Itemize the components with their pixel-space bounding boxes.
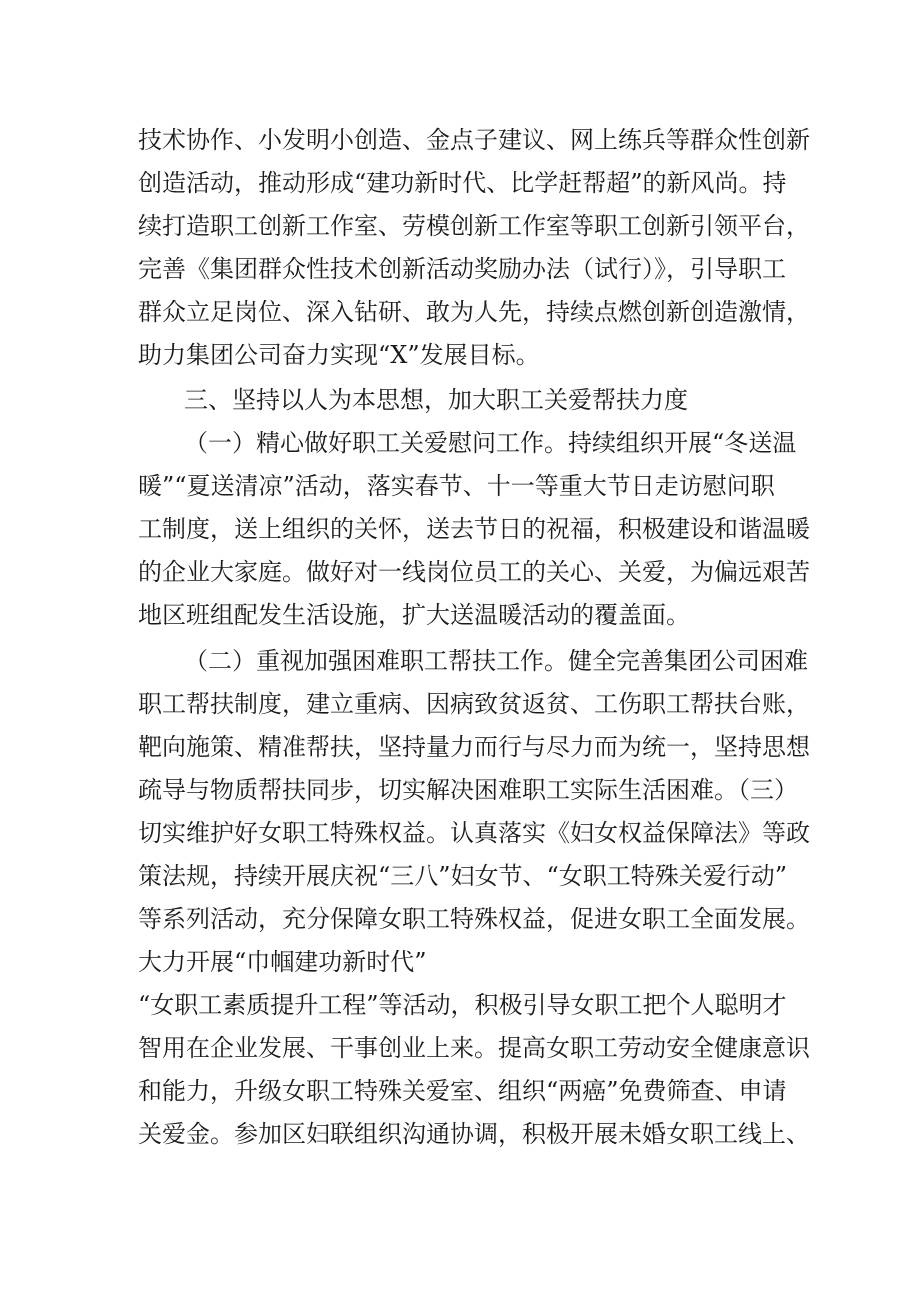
text-line: 暖”“夏送清凉”活动，落实春节、十一等重大节日走访慰问职 [138, 472, 775, 500]
text-line: 群众立足岗位、深入钻研、敢为人先，持续点燃创新创造激情， [138, 298, 810, 326]
text-line: 续打造职工创新工作室、劳模创新工作室等职工创新引领平台， [138, 212, 810, 240]
text-line: 工制度，送上组织的关怀，送去节日的祝福，积极建设和谐温暖 [138, 515, 810, 543]
text-line: （一）精心做好职工关爱慰问工作。持续组织开展“冬送温 [184, 429, 797, 457]
text-line: 职工帮扶制度，建立重病、因病致贫返贫、工伤职工帮扶台账， [138, 690, 810, 718]
text-line: 创造活动，推动形成“建功新时代、比学赶帮超”的新风尚。持 [138, 169, 787, 197]
text-line: 和能力，升级女职工特殊关爱室、组织“两癌”免费筛查、申请 [138, 1077, 787, 1105]
text-line: 智用在企业发展、干事创业上来。提高女职工劳动安全健康意识 [138, 1034, 810, 1062]
text-line: 切实维护好女职工特殊权益。认真落实《妇女权益保障法》等政 [138, 819, 810, 847]
text-line: 地区班组配发生活设施，扩大送温暖活动的覆盖面。 [138, 601, 690, 629]
section-heading: 三、坚持以人为本思想，加大职工关爱帮扶力度 [184, 386, 688, 414]
text-line: 疏导与物质帮扶同步，切实解决困难职工实际生活困难。（三） [138, 776, 798, 804]
text-line: 助力集团公司奋力实现“X”发展目标。 [138, 341, 540, 369]
text-line: （二）重视加强困难职工帮扶工作。健全完善集团公司困难 [184, 647, 808, 675]
text-line: 策法规，持续开展庆祝“三八”妇女节、“女职工特殊关爱行动” [138, 862, 788, 890]
text-line: 等系列活动，充分保障女职工特殊权益，促进女职工全面发展。 [138, 905, 810, 933]
text-line: 大力开展“巾帼建功新时代” [138, 948, 427, 976]
text-line: 完善《集团群众性技术创新活动奖励办法（试行）》，引导职工 [138, 255, 786, 283]
text-line: “女职工素质提升工程”等活动，积极引导女职工把个人聪明才 [138, 991, 787, 1019]
text-line: 靶向施策、精准帮扶，坚持量力而行与尽力而为统一，坚持思想 [138, 733, 810, 761]
text-line: 关爱金。参加区妇联组织沟通协调，积极开展未婚女职工线上、 [138, 1120, 810, 1148]
text-line: 技术协作、小发明小创造、金点子建议、网上练兵等群众性创新 [138, 126, 810, 154]
text-line: 的企业大家庭。做好对一线岗位员工的关心、关爱，为偏远艰苦 [138, 558, 810, 586]
